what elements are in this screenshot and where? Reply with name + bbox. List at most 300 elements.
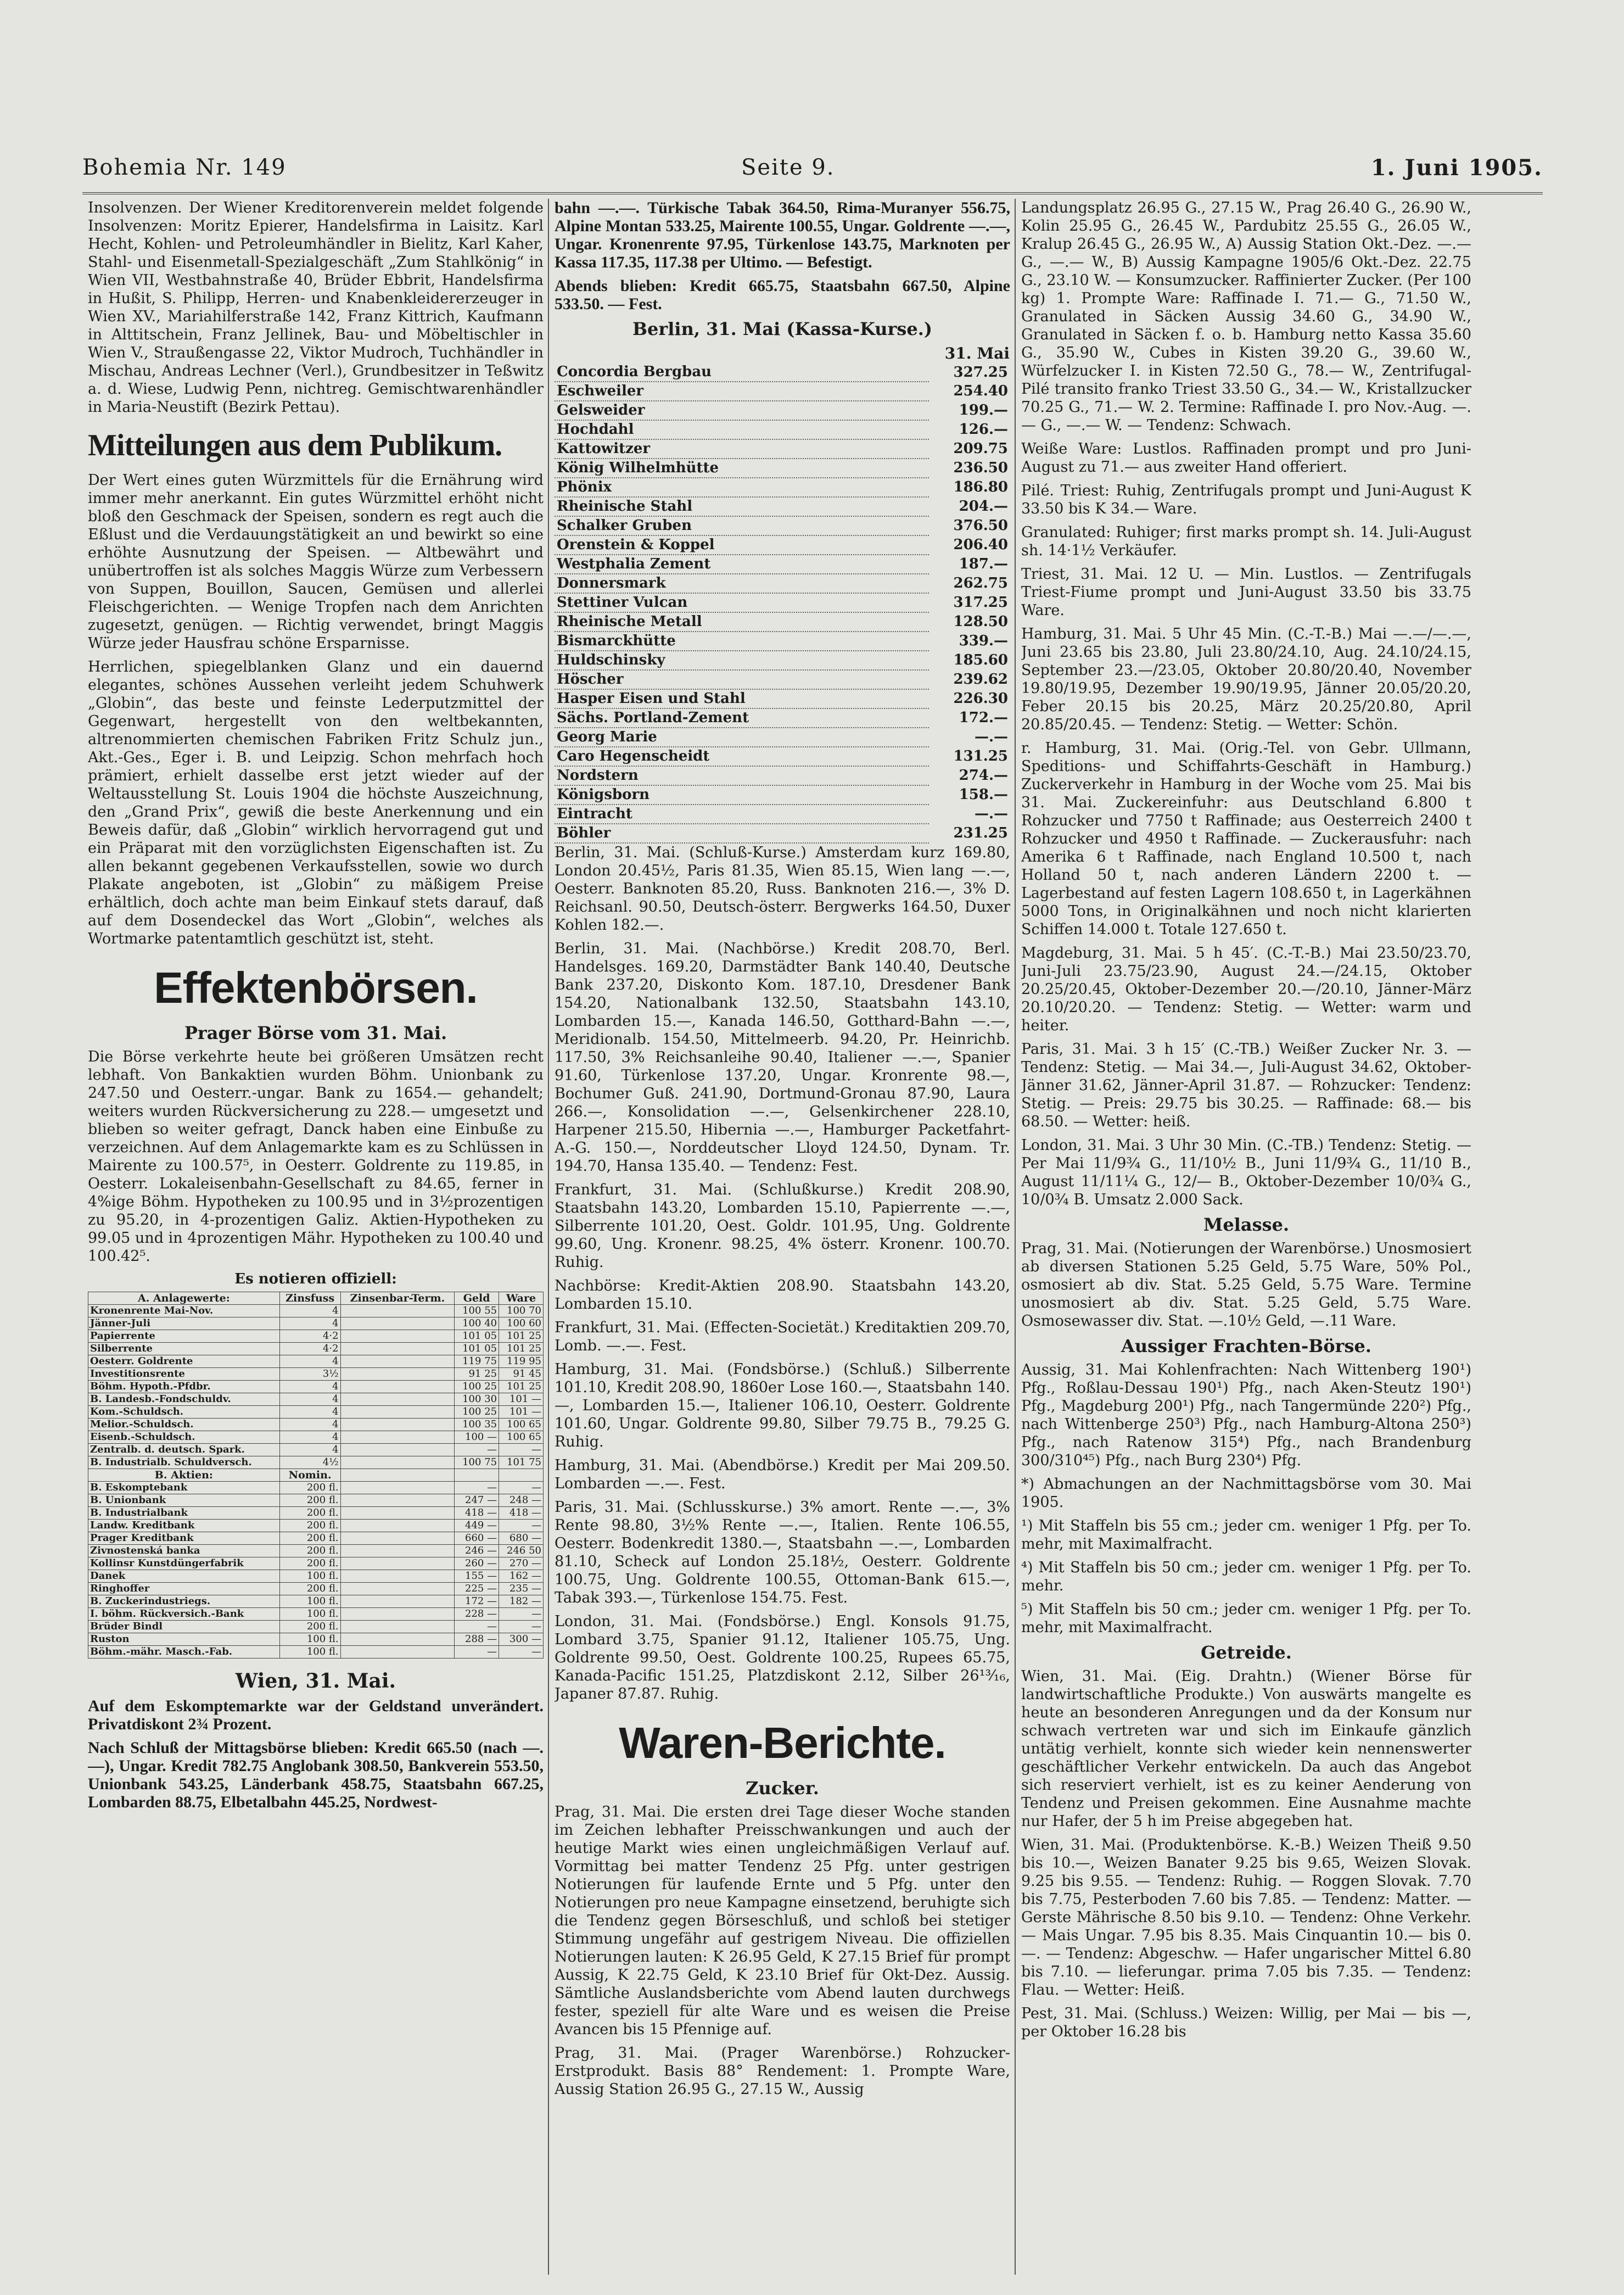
row-bid: 100 55 (455, 1305, 499, 1317)
row-name: Danek (88, 1570, 280, 1583)
stock-price: 327.25 (953, 364, 1008, 381)
stock-name: Eintracht (555, 805, 929, 824)
table-row (555, 439, 1010, 459)
vienna-title: Wien, 31. Mai. (235, 1669, 396, 1693)
row-term (340, 1545, 455, 1557)
stock-name: Stettiner Vulcan (555, 593, 929, 612)
row-name: Zivnostenská banka (88, 1545, 280, 1557)
row-name: B. Landesb.-Fondschuldv. (88, 1393, 280, 1406)
row-bid: — (455, 1646, 499, 1659)
table-row (88, 1494, 544, 1507)
row-ask: 101 25 (499, 1381, 544, 1393)
row-ask: 100 70 (499, 1305, 544, 1317)
row-interest: 200 fl. (279, 1557, 340, 1570)
row-term (340, 1444, 455, 1456)
table-row (88, 1557, 544, 1570)
row-bid: 418 — (455, 1507, 499, 1520)
stock-price: 131.25 (953, 748, 1008, 764)
row-term (340, 1355, 455, 1368)
stock-price: 239.62 (953, 671, 1008, 688)
table-row (88, 1482, 544, 1494)
row-ask: 680 — (499, 1532, 544, 1545)
stock-price: —.— (974, 806, 1008, 822)
row-term (340, 1456, 455, 1469)
hamburg-close: Hamburg, 31. Mai. (Fondsbörse.) (Schluß.) Silberrente 101.10, Kredit 208.90, 1860er Lose 160.—, Staatsbahn 140.—, Lombarden 15.—, Italiener 106.10, Oesterr. Goldrente 101.60, Ungar. Goldrente 99.80, Silber 79.75 B., 79.25 G. Ruhig. (555, 1361, 1010, 1450)
table-row (88, 1431, 544, 1444)
table-row (555, 459, 1010, 478)
freight-note-4: ⁵) Mit Staffeln bis 50 cm.; jeder cm. weniger 1 Pfg. per To. mehr, mit Maximalfracht. (1021, 1601, 1471, 1636)
row-term (340, 1646, 455, 1659)
grain-pest: Pest, 31. Mai. (Schluss.) Weizen: Willig, per Mai — bis —, per Oktober 16.28 bis (1021, 2005, 1471, 2040)
row-bid: — (455, 1482, 499, 1494)
row-bid: 225 — (455, 1583, 499, 1595)
stock-price: 262.75 (953, 575, 1008, 591)
row-term (340, 1482, 455, 1494)
frankfurt-society: Frankfurt, 31. Mai. (Effecten-Societät.) Kreditaktien 209.70, Lomb. —.—. Fest. (555, 1319, 1010, 1354)
row-bid: 246 — (455, 1545, 499, 1557)
table-row (555, 420, 1010, 439)
stock-price: 204.— (959, 498, 1008, 515)
row-bid: 100 — (455, 1431, 499, 1444)
table-row (88, 1317, 544, 1330)
newspaper-issue: Bohemia Nr. 149 (82, 155, 287, 180)
row-bid: 100 40 (455, 1317, 499, 1330)
table-row (555, 670, 1010, 689)
table-row (88, 1444, 544, 1456)
table-row (88, 1646, 544, 1659)
table-row (555, 747, 1010, 766)
table-row (555, 805, 1010, 824)
table-row (555, 651, 1010, 670)
table-row (555, 766, 1010, 785)
row-term (340, 1557, 455, 1570)
table-row (88, 1633, 544, 1646)
row-interest: 200 fl. (279, 1583, 340, 1595)
row-interest: 200 fl. (279, 1482, 340, 1494)
stock-price: 317.25 (953, 594, 1008, 611)
stock-name: Georg Marie (555, 728, 929, 747)
row-interest: 100 fl. (279, 1633, 340, 1646)
row-name: B. Eskomptebank (88, 1482, 280, 1494)
stock-name: Höscher (555, 670, 929, 689)
row-name: Böhm. Hypoth.-Pfdbr. (88, 1381, 280, 1393)
table-row (88, 1520, 544, 1532)
column-3 (1021, 199, 1471, 2264)
row-term (340, 1494, 455, 1507)
table-row (88, 1393, 544, 1406)
grain-title: Getreide. (1201, 1642, 1292, 1663)
row-name: I. böhm. Rückversich.-Bank (88, 1608, 280, 1621)
hamburg-evening: Hamburg, 31. Mai. (Abendbörse.) Kredit per Mai 209.50. Lombarden —.—. Fest. (555, 1457, 1010, 1492)
sugar-hamburg: Hamburg, 31. Mai. 5 Uhr 45 Min. (C.-T.-B.) Mai —.—/—.—, Juni 23.65 bis 23.80, Juli 23.80/24.10, Aug. 24.10/24.15, September 23.—/23.05, Oktober 20.80/20.40, November 19.80/19.95, Dezember 19.90/19.95, Jänner 20.05/20.20, Feber 20.15 bis 20.25, März 20.25/20.80, April 20.85/20.45. — Tendenz: Stetig. — Wetter: Schön. (1021, 626, 1471, 733)
row-interest: 4·2 (279, 1330, 340, 1343)
column-1 (88, 199, 544, 2264)
row-interest: 100 fl. (279, 1608, 340, 1621)
stock-name: Rheinische Stahl (555, 497, 929, 516)
prague-exchange-report: Die Börse verkehrte heute bei größeren Umsätzen recht lebhaft. Von Bankaktien wurden Böhm. Unionbank zu 247.50 und Oesterr.-ungar. Bank zu 1654.— gehandelt; weiters wurden Rückversicherung zu 228.— umgesetzt und blieben so weiter gefragt, Danck haben eine Einbuße zu verzeichnen. Auf dem Anlagemarkte kam es zu Schlüssen in Mairente zu 100.57⁵, in Oesterr. Goldrente zu 119.85, in Oesterr. Lokaleisenbahn-Gesellschaft zu 84.65, ferner in 4%ige Böhm. Hypotheken zu 100.95 und in 3½prozentigen zu 95.20, in 4-prozentigen Galiz. Aktien-Hypotheken zu 99.05 und in 4prozentigen Mähr. Hypotheken zu 100.40 und 100.42⁵. (88, 1048, 544, 1265)
table-row (555, 785, 1010, 805)
vienna-evening: Abends blieben: Kredit 665.75, Staatsbahn 667.50, Alpine 533.50. — Fest. (555, 277, 1010, 313)
sugar-prague-cont: Landungsplatz 26.95 G., 27.15 W., Prag 26.40 G., 26.90 W., Kolin 25.95 G., 26.45 W., Pardubitz 25.55 G., 26.05 W., Kralup 26.45 G., 26.95 W., A) Aussig Station Okt.-Dez. —.— G., —.— W., B) Aussig Kampagne 1905/6 Okt.-Dez. 22.75 G., 23.10 W. — Konsumzucker. Raffinierter Zucker. (Per 100 kg) 1. Prompte Ware: Raffinade I. 71.— G., 71.50 W., Granulated in Säcken Aussig 34.60 G., 34.90 W., Granulated in Säcken f. o. b. Hamburg netto Kassa 35.60 G., 35.90 W., Cubes in Kisten 39.20 G., 39.60 W., Würfelzucker I. in Kisten 72.50 G., 78.— W., Zentrifugal-Pilé transito franko Triest 33.50 G., 34.— W., Kristallzucker 70.25 G., 71.— W. 2. Termine: Raffinade I. pro Nov.-Aug. —.— G., —.— W. — Tendenz: Schwach. (1021, 199, 1471, 434)
row-term (340, 1520, 455, 1532)
table-row (88, 1595, 544, 1608)
page-date: 1. Juni 1905. (1370, 155, 1543, 181)
stock-price: 226.30 (953, 690, 1008, 707)
row-name: Prager Kreditbank (88, 1532, 280, 1545)
advert-maggi: Der Wert eines guten Würzmittels für die Ernährung wird immer mehr anerkannt. Ein gutes Würzmittel erhöht nicht bloß den Geschmack der Speisen, sondern es regt auch die Eßlust und die Verdauungstätigkeit an und bewirkt so eine erhöhte Ausnutzung der Speisen. — Altbewährt und unübertroffen ist als solches Maggis Würze zum Verbessern von Suppen, Bouillon, Saucen, Gemüsen und allerlei Fleischgerichten. — Wenige Tropfen nach dem Anrichten zugesetzt, genügen. — Richtig verwendet, bringt Maggis Würze jeder Hausfrau schöne Ersparnisse. (88, 472, 544, 652)
row-interest: 200 fl. (279, 1507, 340, 1520)
col-nominal: Nomin. (279, 1469, 340, 1482)
table-row (555, 363, 1010, 382)
advert-globin: Herrlichen, spiegelblanken Glanz und ein dauernd elegantes, schönes Aussehen verleiht jedem Schuhwerk „Globin“, das beste und feinste Lederputzmittel der Gegenwart, hergestellt von den weltbekannten, altrenommierten chemischen Fabriken Fritz Schulz jun., Akt.-Ges., Eger i. B. und Leipzig. Schon mehrfach hoch prämiert, erhielt dasselbe erst jetzt wieder auf der Weltausstellung St. Louis 1904 die höchste Auszeichnung, den „Grand Prix“, gewiß die beste Anerkennung und ein Beweis dafür, daß „Globin“ wirklich hervorragend gut und ein Präparat mit den vorzüglichsten Eigenschaften ist. Zu allen bekannt gegebenen Verkaufsstellen, sowie wo durch Plakate angeboten, ist „Globin“ zu mäßigem Preise erhältlich, doch achte man beim Einkauf stets darauf, daß auf dem Dosendeckel das Wort „Globin“, welches als Wortmarke patentamtlich geschützt ist, steht. (88, 658, 544, 947)
prague-exchange-title: Prager Börse vom 31. Mai. (184, 1023, 447, 1043)
row-ask: 101 — (499, 1406, 544, 1419)
stock-name: Hochdahl (555, 420, 929, 439)
table-row (88, 1545, 544, 1557)
page-number: Seite 9. (741, 155, 835, 180)
table-row (555, 401, 1010, 420)
col-bid: Geld (455, 1292, 499, 1305)
table-row (88, 1532, 544, 1545)
table-row (555, 478, 1010, 497)
stock-name: Hasper Eisen und Stahl (555, 689, 929, 708)
table-row (88, 1419, 544, 1431)
stock-price: 236.50 (953, 460, 1008, 476)
row-bid: 288 — (455, 1633, 499, 1646)
row-name: Eisenb.-Schuldsch. (88, 1431, 280, 1444)
row-ask: 100 65 (499, 1431, 544, 1444)
row-interest: 100 fl. (279, 1570, 340, 1583)
freight-title: Aussiger Frachten-Börse. (1121, 1336, 1371, 1356)
row-ask: — (499, 1444, 544, 1456)
row-bid: 91 25 (455, 1368, 499, 1381)
row-ask: 270 — (499, 1557, 544, 1570)
row-ask: 119 95 (499, 1355, 544, 1368)
stock-price: 199.— (959, 402, 1008, 418)
stock-name: König Wilhelmhütte (555, 459, 929, 478)
row-ask: 91 45 (499, 1368, 544, 1381)
row-ask: 418 — (499, 1507, 544, 1520)
row-ask: 246 50 (499, 1545, 544, 1557)
row-name: Papierrente (88, 1330, 280, 1343)
freight-note-2: ¹) Mit Staffeln bis 55 cm.; jeder cm. weniger 1 Pfg. per To. mehr, mit Maximalfracht. (1021, 1517, 1471, 1553)
stock-name: Caro Hegenscheidt (555, 747, 929, 766)
stock-price: —.— (974, 729, 1008, 745)
berlin-close: Berlin, 31. Mai. (Schluß-Kurse.) Amsterdam kurz 169.80, London 20.45½, Paris 81.35, Wien 85.15, Wien lang —.—, Oesterr. Banknoten 85.20, Russ. Banknoten 216.—, 3% D. Reichsanl. 90.50, Deutsch-österr. Bergwerks 164.50, Duxer Kohlen 182.—. (555, 844, 1010, 934)
sugar-pile: Pilé. Triest: Ruhig, Zentrifugals prompt und Juni-August K 33.50 bis K 34.— Ware. (1021, 482, 1471, 517)
stock-price: 158.— (959, 786, 1008, 803)
table-row (88, 1381, 544, 1393)
row-term (340, 1393, 455, 1406)
freight-note-1: *) Abmachungen an der Nachmittagsbörse vom 30. Mai 1905. (1021, 1476, 1471, 1511)
section-title-commodities: Waren-Berichte. (619, 1718, 946, 1767)
stock-name: Nordstern (555, 766, 929, 785)
row-interest: 4 (279, 1355, 340, 1368)
row-bid: 100 35 (455, 1419, 499, 1431)
row-bid: 119 75 (455, 1355, 499, 1368)
table-row (555, 497, 1010, 516)
row-bid: — (455, 1621, 499, 1633)
sugar-granulated: Granulated: Ruhiger; first marks prompt sh. 14. Juli-August sh. 14·1½ Verkäufer. (1021, 524, 1471, 559)
row-name: B. Industrialbank (88, 1507, 280, 1520)
stock-name: Concordia Bergbau (555, 363, 929, 382)
row-bid: 101 05 (455, 1343, 499, 1355)
table-row (88, 1343, 544, 1355)
col-name: A. Anlagewerte: (88, 1292, 280, 1305)
stock-name: Schalker Gruben (555, 516, 929, 535)
row-ask: 182 — (499, 1595, 544, 1608)
sugar-prague: Prag, 31. Mai. (Prager Warenbörse.) Rohzucker-Erstprodukt. Basis 88° Rendement: 1. Prompte Ware, Aussig Station 26.95 G., 27.15 W., Aussig (555, 2045, 1010, 2098)
stock-name: Eschweiler (555, 382, 929, 401)
quotes-table (88, 1292, 544, 1659)
stock-price: 339.— (959, 633, 1008, 649)
table-row (555, 612, 1010, 632)
row-term (340, 1595, 455, 1608)
row-term (340, 1431, 455, 1444)
grain-vienna-products: Wien, 31. Mai. (Produktenbörse. K.-B.) Weizen Theiß 9.50 bis 10.—, Weizen Banater 9.25 bis 9.65, Weizen Slovak. 9.25 bis 9.55. — Tendenz: Ruhig. — Roggen Slovak. 7.70 bis 7.75, Pesterboden 7.60 bis 7.85. — Tendenz: Matter. — Gerste Mährische 8.50 bis 9.10. — Tendenz: Ohne Verkehr. — Mais Ungar. 7.95 bis 8.35. Mais Cinquantin 10.— bis 0.—. — Tendenz: Abgeschw. — Hafer ungarischer Mittel 6.80 bis 7.10. — lieferungar. prima 7.05 bis 7.35. — Tendenz: Flau. — Wetter: Heiß. (1021, 1836, 1471, 1998)
sugar-hamburg-traffic: r. Hamburg, 31. Mai. (Orig.-Tel. von Gebr. Ullmann, Speditions- und Schiffahrts-Geschäft in Hamburg.) Zuckerverkehr in Hamburg in der Woche vom 25. Mai bis 31. Mai. Zuckereinfuhr: aus Deutschland 6.800 t Rohzucker und 7750 t Raffinade; aus Oesterreich 2400 t Rohzucker und 4950 t Raffinade. — Zuckerausfuhr: nach Amerika 6 t Raffinade, nach England 10.500 t, nach Holland 50 t, nach anderen Ländern 2200 t. — Lagerbestand auf festen Lagern 108.650 t, in Lagerkähnen 5000 Tons, in Originalkähnen und noch nicht klarierten Schiffen 14.000 t. Totale 127.650 t. (1021, 740, 1471, 938)
stock-name: Böhler (555, 824, 929, 843)
row-interest: 100 fl. (279, 1646, 340, 1659)
col-ask: Ware (499, 1292, 544, 1305)
stock-name: Donnersmark (555, 574, 929, 593)
stock-name: Sächs. Portland-Zement (555, 708, 929, 728)
page-header (82, 155, 1543, 188)
table-row (88, 1305, 544, 1317)
stock-price: 187.— (959, 556, 1008, 572)
sugar-paris: Paris, 31. Mai. 3 h 15′ (C.-TB.) Weißer Zucker Nr. 3. — Tendenz: Stetig. — Mai 34.—, Juli-August 34.62, Oktober-Jänner 31.62, Jänner-April 31.87. — Rohzucker: Tendenz: Stetig. — Preis: 29.75 bis 30.25. — Raffinade: 68.— bis 68.50. — Wetter: heiß. (1021, 1041, 1471, 1130)
row-bid: 228 — (455, 1608, 499, 1621)
row-interest: 4½ (279, 1456, 340, 1469)
frankfurt-after: Nachbörse: Kredit-Aktien 208.90. Staatsbahn 143.20, Lombarden 15.10. (555, 1277, 1010, 1313)
row-ask: 248 — (499, 1494, 544, 1507)
row-ask: 235 — (499, 1583, 544, 1595)
row-ask: — (499, 1608, 544, 1621)
stock-name: Bismarckhütte (555, 632, 929, 651)
row-bid: 247 — (455, 1494, 499, 1507)
table-row (88, 1608, 544, 1621)
stock-price: 274.— (959, 767, 1008, 784)
row-bid: 100 30 (455, 1393, 499, 1406)
row-term (340, 1381, 455, 1393)
row-term (340, 1368, 455, 1381)
stock-name: Phönix (555, 478, 929, 497)
stock-name: Kattowitzer (555, 439, 929, 459)
table-row (88, 1507, 544, 1520)
freight-report: Aussig, 31. Mai Kohlenfrachten: Nach Wittenberg 190¹) Pfg., Roßlau-Dessau 190¹) Pfg., nach Aken-Steutz 190¹) Pfg., Magdeburg 200¹) Pfg., nach Tangermünde 220²) Pfg., nach Wittenberge 250³) Pfg., nach Hamburg-Altona 250³) Pfg., nach Ratenow 315⁴) Pfg., nach Brandenburg 300/310⁴⁵) Pfg., nach Burg 230⁴) Pfg. (1021, 1361, 1471, 1469)
row-term (340, 1419, 455, 1431)
row-interest: 200 fl. (279, 1621, 340, 1633)
row-interest: 4 (279, 1393, 340, 1406)
stock-price: 186.80 (953, 479, 1008, 495)
row-interest: 4 (279, 1305, 340, 1317)
row-interest: 3½ (279, 1368, 340, 1381)
paris-close: Paris, 31. Mai. (Schlusskurse.) 3% amort. Rente —.—, 3% Rente 98.80, 3½% Rente —.—, Italien. Rente 106.55, Oesterr. Bodenkredit 1380.—, Staatsbahn —.—, Lombarden 81.10, Scheck auf London 25.18½, Oesterr. Goldrente 100.75, Ung. Goldrente 100.55, Ottoman-Bank 615.—, Tabak 393.—, Türkenlose 154.75. Fest. (555, 1499, 1010, 1606)
table-row (88, 1368, 544, 1381)
stock-name: Rheinische Metall (555, 612, 929, 632)
row-name: Melior.-Schuldsch. (88, 1419, 280, 1431)
row-interest: 200 fl. (279, 1532, 340, 1545)
table-header-row (88, 1292, 544, 1305)
row-interest: 4 (279, 1381, 340, 1393)
stock-name: Gelsweider (555, 401, 929, 420)
table-row (88, 1456, 544, 1469)
stock-price: 185.60 (953, 652, 1008, 668)
row-ask: 101 — (499, 1393, 544, 1406)
table-row (88, 1406, 544, 1419)
table-row (555, 382, 1010, 401)
table-section-row (88, 1469, 544, 1482)
row-interest: 4 (279, 1317, 340, 1330)
table-row (555, 728, 1010, 747)
row-name: Kom.-Schuldsch. (88, 1406, 280, 1419)
sugar-report: Prag, 31. Mai. Die ersten drei Tage dieser Woche standen im Zeichen lebhafter Preisschwankungen und auch der heutige Markt wies einen ungleichmäßigen Verlauf auf. Vormittag bei matter Tendenz 25 Pfg. unter gestrigen Notierungen für laufende Ernte und 5 Pfg. unter den Notierungen pro neue Kampagne einsetzend, beruhigte sich die Tendenz gegen Börseschluß, und schloß bei stetiger Stimmung ungefähr auf gestrigem Niveau. Die offiziellen Notierungen lauten: K 26.95 Geld, K 27.15 Brief für prompt Aussig, K 22.75 Geld, K 23.10 Brief für Okt-Dez. Aussig. Sämtliche Auslandsberichte vom Abend lauten durchwegs fester, speziell für alte Ware und es weisen die Preise Avancen bis 15 Pfennige auf. (555, 1803, 1010, 2038)
row-term (340, 1633, 455, 1646)
table-row (555, 535, 1010, 555)
row-name: Silberrente (88, 1343, 280, 1355)
row-ask: 300 — (499, 1633, 544, 1646)
table-row (88, 1583, 544, 1595)
row-name: Zentralb. d. deutsch. Spark. (88, 1444, 280, 1456)
row-term (340, 1343, 455, 1355)
row-term (340, 1608, 455, 1621)
row-term (340, 1570, 455, 1583)
column-divider (548, 199, 549, 2275)
row-term (340, 1507, 455, 1520)
stock-price: 254.40 (953, 383, 1008, 399)
row-name: Brüder Bindl (88, 1621, 280, 1633)
table-row (555, 516, 1010, 535)
row-interest: 200 fl. (279, 1494, 340, 1507)
vienna-report-2: Nach Schluß der Mittagsbörse blieben: Kredit 665.50 (nach —.—), Ungar. Kredit 782.75 Anglobank 308.50, Bankverein 553.50, Unionbank 543.25, Länderbank 458.75, Staatsbahn 667.25, Lombarden 88.75, Elbetalbahn 445.25, Nordwest- (88, 1739, 544, 1811)
stock-price: 126.— (959, 421, 1008, 438)
row-term (340, 1532, 455, 1545)
table-row (555, 593, 1010, 612)
row-name: Oesterr. Goldrente (88, 1355, 280, 1368)
row-ask: 100 65 (499, 1419, 544, 1431)
row-bid: 172 — (455, 1595, 499, 1608)
row-name: Kronenrente Mai-Nov. (88, 1305, 280, 1317)
row-ask: 162 — (499, 1570, 544, 1583)
header-rule (82, 192, 1543, 194)
stock-name: Westphalia Zement (555, 555, 929, 574)
berlin-quotes-table (555, 344, 1010, 844)
vienna-report-cont: bahn —.—. Türkische Tabak 364.50, Rima-Muranyer 556.75, Alpine Montan 533.25, Mairente 100.55, Ungar. Goldrente —.—, Ungar. Kronenrente 97.95, Türkenlose 143.75, Marknoten per Kassa 117.35, 117.38 per Ultimo. — Befestigt. (555, 199, 1010, 271)
row-term (340, 1621, 455, 1633)
row-bid: 100 25 (455, 1381, 499, 1393)
stock-price: 209.75 (953, 440, 1008, 457)
london-close: London, 31. Mai. (Fondsbörse.) Engl. Konsols 91.75, Lombard 3.75, Spanier 91.12, Italiener 105.75, Ung. Goldrente 99.50, Oest. Goldrente 100.25, Rupees 65.75, Kanada-Pacific 151.25, Platzdiskont 2.12, Silber 26¹³⁄₁₆, Japaner 87.87. Ruhig. (555, 1613, 1010, 1702)
column-divider (1015, 199, 1016, 2275)
berlin-cash-title: Berlin, 31. Mai (Kassa-Kurse.) (632, 319, 932, 339)
row-bid: 660 — (455, 1532, 499, 1545)
section-title-public: Mitteilungen aus dem Publikum. (88, 428, 502, 462)
row-interest: 4·2 (279, 1343, 340, 1355)
col-term: Zinsenbar-Term. (340, 1292, 455, 1305)
row-bid: 101 05 (455, 1330, 499, 1343)
row-term (340, 1406, 455, 1419)
row-bid: 449 — (455, 1520, 499, 1532)
row-interest: 4 (279, 1419, 340, 1431)
stock-name: Orenstein & Koppel (555, 535, 929, 555)
stock-name: Königsborn (555, 785, 929, 805)
row-bid: 260 — (455, 1557, 499, 1570)
row-bid: 155 — (455, 1570, 499, 1583)
stock-name: Huldschinsky (555, 651, 929, 670)
row-name: Ruston (88, 1633, 280, 1646)
row-interest: 200 fl. (279, 1520, 340, 1532)
insolvency-notice: Insolvenzen. Der Wiener Kreditorenverein meldet folgende Insolvenzen: Moritz Epierer, Handelsfirma in Laisitz. Karl Hecht, Kohlen- und Petroleumhändler in Bielitz, Karl Kaher, Stahl- und Eisenmetall-Spezialgeschäft „Zum Stahlkönig“ in Wien VII, Westbahnstraße 40, Brüder Ebbrit, Handelsfirma in Hußit, S. Philipp, Herren- und Knabenkleidererzeuger in Wien XV., Mariahilferstraße 142, Franz Kittrich, Kaufmann in Alttitschein, Franz Jellinek, Bau- und Möbeltischler in Wien V., Straußengasse 22, Viktor Mudroch, Tuchhändler in Mischau, Andreas Lechner (Verl.), Grundbesitzer in Teßwitz a. d. Wiese, Ludwig Penn, nichtreg. Gemischtwarenhändler in Maria-Neustift (Bezirk Pettau). (88, 199, 544, 416)
table-row (555, 574, 1010, 593)
row-term (340, 1305, 455, 1317)
frankfurt-close: Frankfurt, 31. Mai. (Schlußkurse.) Kredit 208.90, Staatsbahn 143.20, Lombarden 15.10, Papierrente —.—, Silberrente 101.20, Oest. Goldr. 101.95, Ung. Goldrente 99.60, Ung. Kronenr. 98.25, 4% österr. Kronenr. 100.70. Ruhig. (555, 1181, 1010, 1271)
table-row (555, 708, 1010, 728)
table-row (88, 1355, 544, 1368)
row-name: B. Zuckerindustriegs. (88, 1595, 280, 1608)
table-row (555, 632, 1010, 651)
row-interest: 200 fl. (279, 1545, 340, 1557)
row-interest: 4 (279, 1431, 340, 1444)
vienna-report: Auf dem Eskomptemarkte war der Geldstand unverändert. Privatdiskont 2¾ Prozent. (88, 1697, 544, 1733)
row-bid: — (455, 1444, 499, 1456)
sugar-triest: Triest, 31. Mai. 12 U. — Min. Lustlos. — Zentrifugals Triest-Fiume prompt und Juni-August 33.50 bis 33.75 Ware. (1021, 566, 1471, 619)
row-bid: 100 75 (455, 1456, 499, 1469)
row-ask: — (499, 1520, 544, 1532)
table-row (88, 1621, 544, 1633)
table-row (555, 824, 1010, 843)
table-row (555, 689, 1010, 708)
molasses-title: Melasse. (1203, 1214, 1290, 1235)
berlin-after: Berlin, 31. Mai. (Nachbörse.) Kredit 208.70, Berl. Handelsges. 169.20, Darmstädter Bank 140.40, Deutsche Bank 237.20, Diskonto Kom. 187.10, Dresdener Bank 154.20, Nationalbank 132.50, Staatsbahn 143.10, Lombarden 15.—, Kanada 146.50, Gotthard-Bahn —.—, Meridionalb. 154.50, Mittelmeerb. 94.20, Pr. Heinrichb. 117.50, 3% Reichsanleihe 90.40, Italiener —.—, Spanier 91.60, Türkenlose 137.20, Ungar. Kronrente 98.—, Bochumer Guß. 241.90, Dortmund-Gronau 87.90, Laura 266.—, Konsolidation —.—, Gelsenkirchener 228.10, Harpener 215.50, Hibernia —.—, Hamburger Packetfahrt-A.-G. 150.—, Norddeutscher Lloyd 124.50, Dynam. Tr. 194.70, Hansa 135.40. — Tendenz: Fest. (555, 940, 1010, 1175)
official-quotes-label: Es notieren offiziell: (234, 1271, 397, 1287)
row-interest: 100 fl. (279, 1595, 340, 1608)
row-ask: — (499, 1621, 544, 1633)
row-ask: 101 75 (499, 1456, 544, 1469)
stock-price: 206.40 (953, 537, 1008, 553)
row-name: Jänner-Juli (88, 1317, 280, 1330)
row-ask: 101 25 (499, 1343, 544, 1355)
row-name: Investitionsrente (88, 1368, 280, 1381)
molasses-report: Prag, 31. Mai. (Notierungen der Warenbörse.) Unosmosiert ab diversen Stationen 5.25 Geld, 5.75 Ware, 50% Pol., osmosiert ab div. Stat. 5.25 Geld, 5.75 Ware. Termine unosmosiert ab div. Stat. 5.25 Geld, 5.75 Ware. Osmosewasser div. Stat. —.10½ Geld, —.11 Ware. (1021, 1240, 1471, 1330)
stock-price: 128.50 (953, 613, 1008, 630)
section-title-stock-exchanges: Effektenbörsen. (154, 963, 478, 1012)
row-term (340, 1583, 455, 1595)
table-row (88, 1570, 544, 1583)
sugar-london: London, 31. Mai. 3 Uhr 30 Min. (C.-TB.) Tendenz: Stetig. — Per Mai 11/9¾ G., 11/10½ B., Juni 11/9¾ G., 11/10 B., August 11/11¼ G., 12/— B., Oktober-Dezember 10/0¾ G., 10/0¾ B. Umsatz 2.000 Sack. (1021, 1137, 1471, 1208)
row-name: Ringhoffer (88, 1583, 280, 1595)
row-ask: 100 60 (499, 1317, 544, 1330)
grain-vienna: Wien, 31. Mai. (Eig. Drahtn.) (Wiener Börse für landwirtschaftliche Produkte.) Von auswärts mangelte es heute an besonderen Anregungen und da der Konsum nur schwach vertreten war und sich im Einkaufe gänzlich untätig verhielt, konnte sich wieder kein nennenswerter geschäftlicher Verkehr entwickeln. Da auch das Angebot sich reserviert verhielt, ist es zu keiner Aenderung von Tendenz und Preisen gekommen. Eine Ausnahme machte nur Hafer, der 5 h im Preise abgegeben hat. (1021, 1668, 1471, 1830)
column-2 (555, 199, 1010, 2264)
sugar-magdeburg: Magdeburg, 31. Mai. 5 h 45′. (C.-T.-B.) Mai 23.50/23.70, Juni-Juli 23.75/23.90, August 24.—/24.15, Oktober 20.25/20.45, Oktober-Dezember 20.—/20.10, Jänner-März 20.10/20.20. — Tendenz: Stetig. — Wetter: warm und heiter. (1021, 945, 1471, 1034)
row-name: Kollinsr Kunstdüngerfabrik (88, 1557, 280, 1570)
stock-price: 172.— (959, 710, 1008, 726)
table-row (555, 555, 1010, 574)
row-ask: 101 25 (499, 1330, 544, 1343)
row-ask: — (499, 1482, 544, 1494)
sugar-white: Weiße Ware: Lustlos. Raffinaden prompt und pro Juni-August zu 71.— aus zweiter Hand offeriert. (1021, 440, 1471, 476)
row-name: Böhm.-mähr. Masch.-Fab. (88, 1646, 280, 1659)
sugar-title: Zucker. (746, 1778, 819, 1799)
table-row (88, 1330, 544, 1343)
row-interest: 4 (279, 1444, 340, 1456)
row-interest: 4 (279, 1406, 340, 1419)
row-ask: — (499, 1646, 544, 1659)
stock-price: 231.25 (953, 825, 1008, 841)
col-interest: Zinsfuss (279, 1292, 340, 1305)
freight-note-3: ⁴) Mit Staffeln bis 50 cm.; jeder cm. weniger 1 Pfg. per To. mehr. (1021, 1559, 1471, 1594)
row-name: B. Unionbank (88, 1494, 280, 1507)
